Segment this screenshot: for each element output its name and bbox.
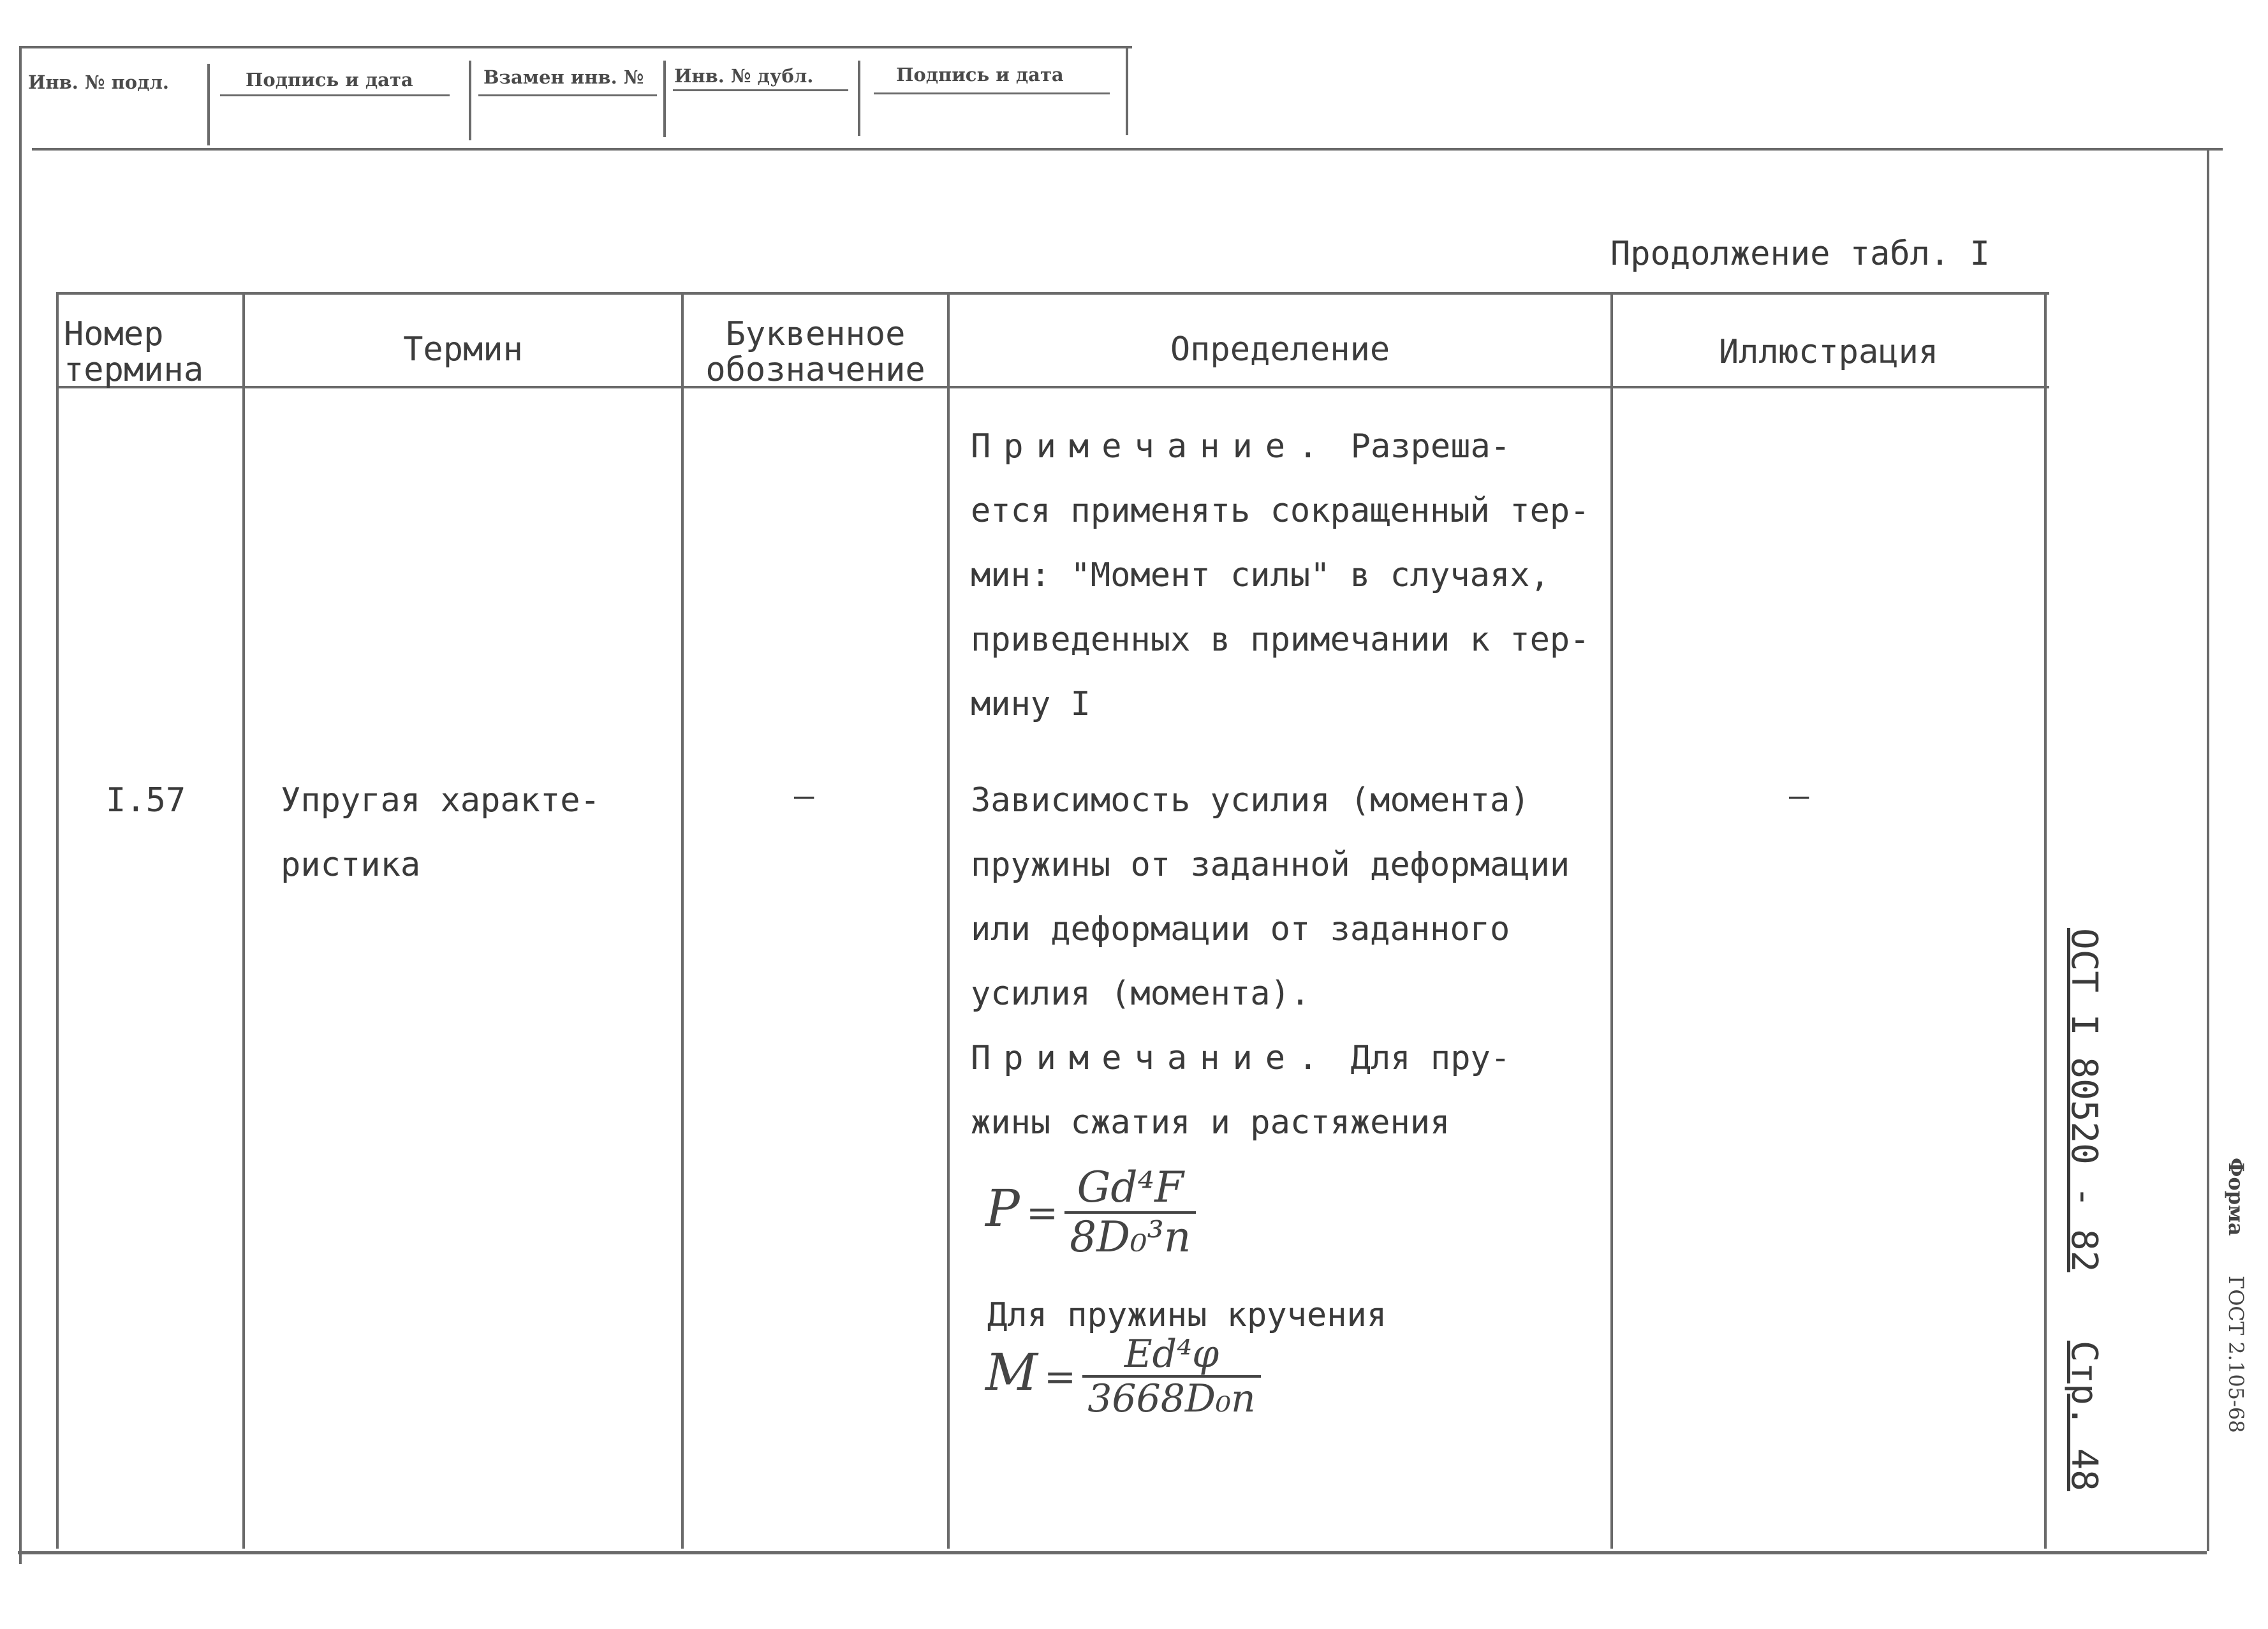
prev-note-lead: Примечание.: [971, 427, 1331, 466]
formula2-den: 3668D₀n: [1087, 1376, 1256, 1421]
formula-torsion: M = $\frac{\text{Ed⁴φ}}{\text{3668D₀n}}$: [985, 1333, 1261, 1420]
page-number: Стр. 48: [2063, 1340, 2105, 1491]
illustration-dash: –: [1789, 777, 1809, 815]
header-term: Термин: [403, 330, 523, 369]
definition-note: Примечание. Для пру- жины сжатия и растяжения: [971, 1039, 1511, 1142]
term-number: I.57: [106, 781, 186, 820]
stamp-inv-podl: Инв. № подл.: [28, 71, 170, 93]
stamp-podpis-data-1: Подпись и дата: [246, 69, 413, 91]
header-symbol: Буквенное обозначение: [705, 315, 925, 389]
header-number: Номер термина: [64, 315, 204, 389]
definition-text: Зависимость усилия (момента) пружины от заданной деформации или деформации от заданного усилия (момента).: [971, 781, 1570, 1013]
header-definition: Определение: [1170, 330, 1390, 369]
stamp-inv-dubl: Инв. № дубл.: [674, 65, 814, 87]
formula2-num: Ed⁴φ: [1082, 1333, 1261, 1378]
formula1-den: 8D₀³n: [1070, 1213, 1191, 1262]
formula1-lhs: P: [985, 1179, 1020, 1238]
torsion-label: Для пружины кручения: [987, 1296, 1387, 1334]
symbol-dash: –: [794, 777, 814, 815]
prev-note: Примечание. Разреша-: [971, 427, 1511, 466]
prev-note-body: ется применять сокращенный тер- мин: "Момент силы" в случаях, приведенных в примечании к тер- мину I: [971, 492, 1590, 723]
note-lead: Примечание.: [971, 1039, 1331, 1077]
standard-number: ОСТ I 80520 - 82: [2063, 928, 2105, 1272]
standard-designation: [2063, 928, 2105, 1491]
header-illustration: Иллюстрация: [1718, 333, 1939, 371]
formula-compression: P = $\frac{\text{Gd⁴F}}{\text{8D₀³n}}$: [985, 1164, 1196, 1261]
stamp-vzamen-inv: Взамен инв. №: [483, 66, 644, 88]
term-name: Упругая характе- ристика: [281, 781, 600, 884]
formula2-lhs: M: [985, 1343, 1038, 1402]
form-standard: ГОСТ 2.105-68: [2224, 1276, 2248, 1433]
formula1-num: Gd⁴F: [1064, 1164, 1196, 1214]
stamp-podpis-data-2: Подпись и дата: [896, 64, 1064, 85]
continuation-label: Продолжение табл. I: [1610, 235, 1990, 273]
form-label: Форма: [2224, 1158, 2248, 1236]
